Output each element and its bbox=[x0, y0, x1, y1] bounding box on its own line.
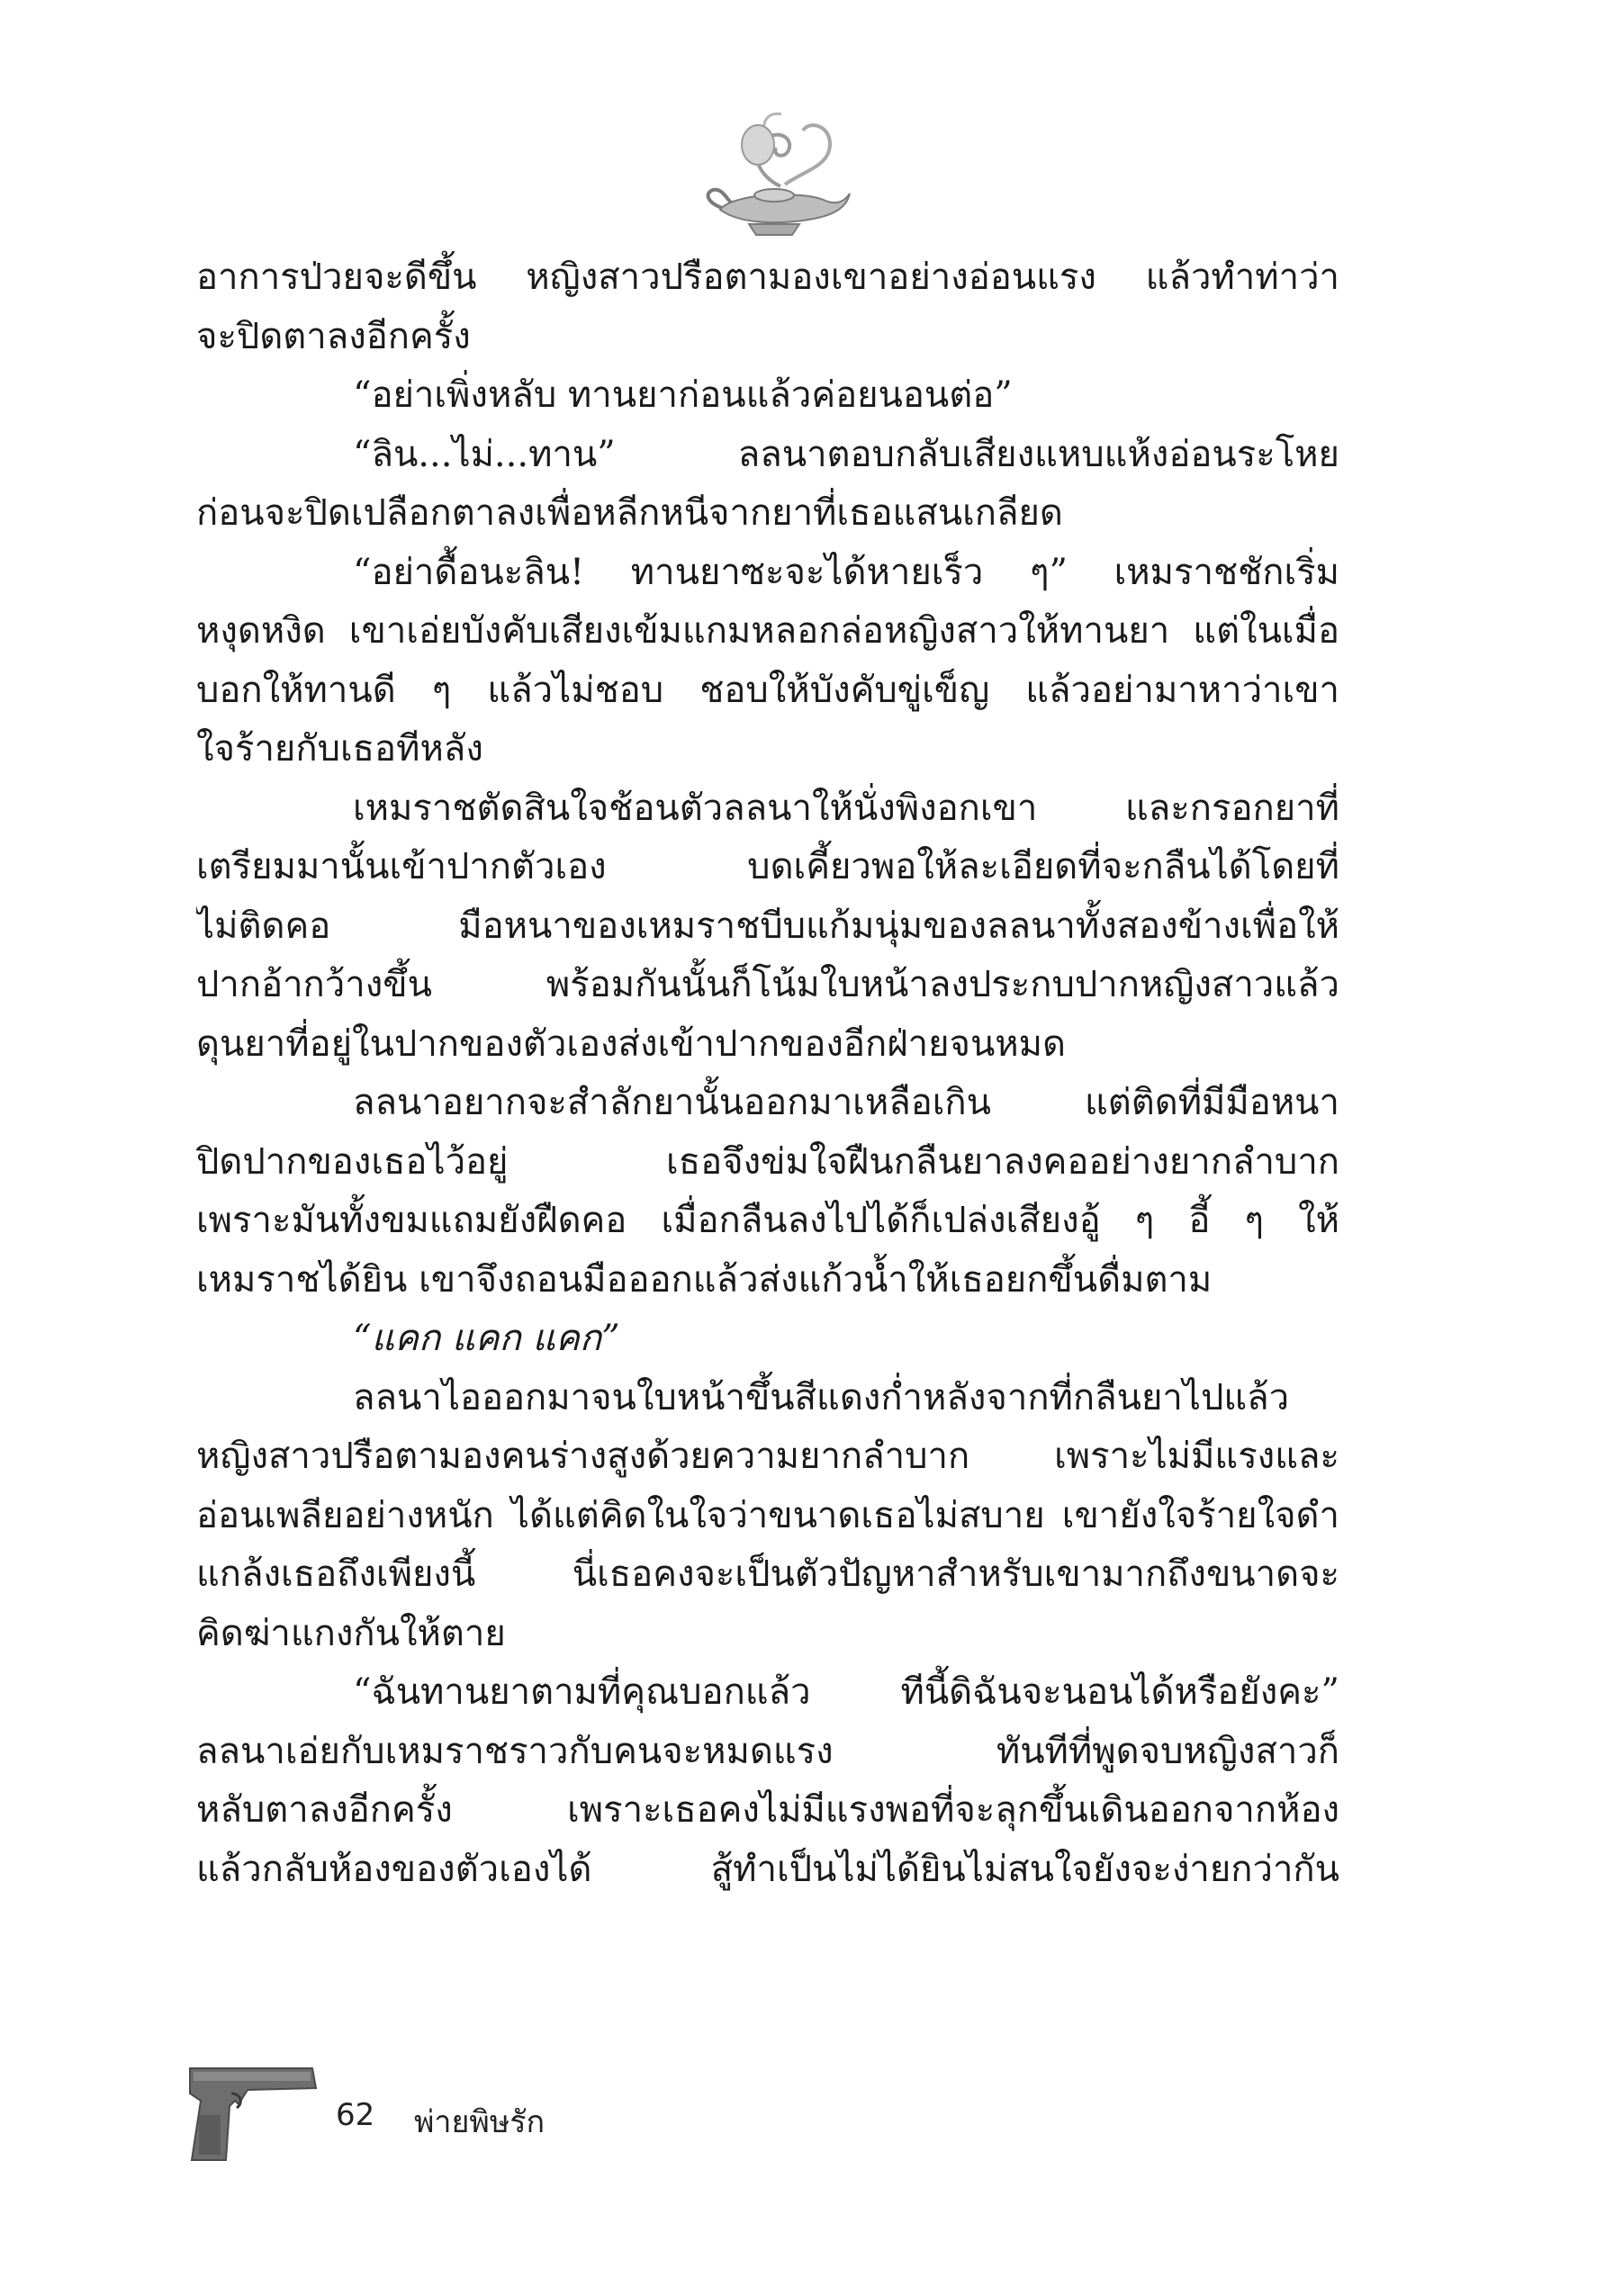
text-line: ลลนาอยากจะสำลักยานั้นออกมาเหลือเกิน แต่ติดที่มีมือหนา bbox=[353, 1082, 1339, 1123]
genie-lamp-icon bbox=[695, 104, 852, 243]
page-number: 62 bbox=[336, 2097, 375, 2133]
text-line: เตรียมมานั้นเข้าปากตัวเอง บดเคี้ยวพอให้ละเอียดที่จะกลืนได้โดยที่ bbox=[196, 846, 1339, 887]
text-line: เพราะมันทั้งขมแถมยังฝืดคอ เมื่อกลืนลงไปได้ก็เปล่งเสียงอู้ ๆ อี้ ๆ ให้ bbox=[196, 1200, 1339, 1241]
text-line: อาการป่วยจะดีขึ้น หญิงสาวปรือตามองเขาอย่างอ่อนแรง แล้วทำท่าว่า bbox=[196, 257, 1339, 298]
pistol-icon bbox=[185, 2061, 320, 2165]
text-line: เหมราชได้ยิน เขาจึงถอนมือออกแล้วส่งแก้วน้ำให้เธอยกขึ้นดื่มตาม bbox=[196, 1258, 1213, 1301]
text-line: “อย่าเพิ่งหลับ ทานยาก่อนแล้วค่อยนอนต่อ” bbox=[353, 374, 1013, 416]
text-line: อ่อนเพลียอย่างหนัก ได้แต่คิดในใจว่าขนาดเธอไม่สบาย เขายังใจร้ายใจดำ bbox=[196, 1494, 1339, 1536]
text-line: หงุดหงิด เขาเอ่ยบังคับเสียงเข้มแกมหลอกล่อหญิงสาวให้ทานยา แต่ในเมื่อ bbox=[196, 610, 1339, 652]
text-line: ใจร้ายกับเธอทีหลัง bbox=[196, 728, 483, 770]
text-line: แกล้งเธอถึงเพียงนี้ นี่เธอคงจะเป็นตัวปัญหาสำหรับเขามากถึงขนาดจะ bbox=[196, 1553, 1339, 1595]
book-title: พ่ายพิษรัก bbox=[414, 2104, 546, 2140]
text-line: ปิดปากของเธอไว้อยู่ เธอจึงข่มใจฝืนกลืนยาลงคออย่างยากลำบาก bbox=[196, 1140, 1339, 1183]
text-line: ลลนาไอออกมาจนใบหน้าขึ้นสีแดงก่ำหลังจากที่กลืนยาไปแล้ว bbox=[353, 1376, 1290, 1418]
text-line: แล้วกลับห้องของตัวเองได้ สู้ทำเป็นไม่ได้ยินไม่สนใจยังจะง่ายกว่ากัน bbox=[196, 1848, 1339, 1890]
text-line: ปากอ้ากว้างขึ้น พร้อมกันนั้นก็โน้มใบหน้าลงประกบปากหญิงสาวแล้ว bbox=[196, 964, 1339, 1005]
text-line: หลับตาลงอีกครั้ง เพราะเธอคงไม่มีแรงพอที่จะลุกขึ้นเดินออกจากห้อง bbox=[196, 1789, 1339, 1831]
text-line: “ลิน...ไม่...ทาน” ลลนาตอบกลับเสียงแหบแห้งอ่อนระโหย bbox=[353, 433, 1339, 475]
text-line: ไม่ติดคอ มือหนาของเหมราชบีบแก้มนุ่มของลลนาทั้งสองข้างเพื่อให้ bbox=[196, 905, 1339, 947]
text-line: จะปิดตาลงอีกครั้ง bbox=[196, 315, 471, 357]
body-text bbox=[196, 248, 1339, 1899]
text-line: “แคก แคก แคก” bbox=[353, 1318, 620, 1359]
text-line: ลลนาเอ่ยกับเหมราชราวกับคนจะหมดแรง ทันทีที่พูดจบหญิงสาวก็ bbox=[196, 1730, 1339, 1772]
text-line: หญิงสาวปรือตามองคนร่างสูงด้วยความยากลำบาก เพราะไม่มีแรงและ bbox=[196, 1436, 1339, 1477]
text-line: “ฉันทานยาตามที่คุณบอกแล้ว ทีนี้ดิฉันจะนอนได้หรือยังคะ” bbox=[353, 1671, 1339, 1713]
text-line: ดุนยาที่อยู่ในปากของตัวเองส่งเข้าปากของอีกฝ่ายจนหมด bbox=[196, 1022, 1067, 1065]
text-line: บอกให้ทานดี ๆ แล้วไม่ชอบ ชอบให้บังคับขู่เข็ญ แล้วอย่ามาหาว่าเขา bbox=[196, 669, 1339, 711]
text-line: คิดฆ่าแกงกันให้ตาย bbox=[196, 1612, 506, 1654]
text-line: ก่อนจะปิดเปลือกตาลงเพื่อหลีกหนีจากยาที่เธอแสนเกลียด bbox=[196, 492, 1063, 534]
text-line: เหมราชตัดสินใจช้อนตัวลลนาให้นั่งพิงอกเขา และกรอกยาที่ bbox=[353, 787, 1339, 829]
text-line: “อย่าดื้อนะลิน! ทานยาซะจะได้หายเร็ว ๆ” เหมราชชักเริ่ม bbox=[353, 551, 1339, 593]
page-footer bbox=[185, 2061, 725, 2169]
